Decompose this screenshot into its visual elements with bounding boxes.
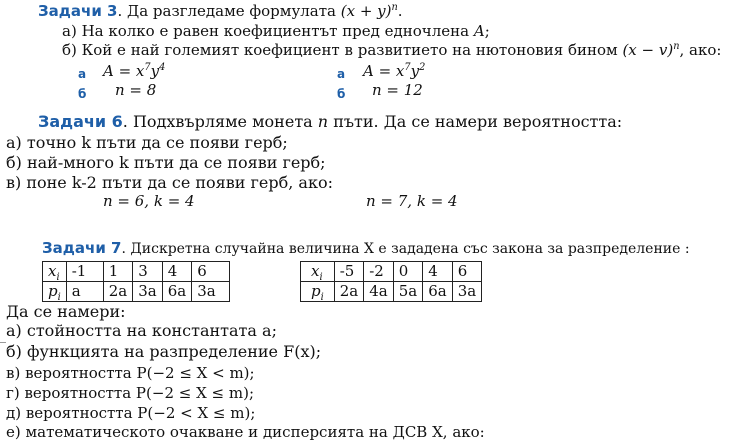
table-cell: -1: [66, 262, 103, 282]
table-header-x: $x_i$: [43, 262, 67, 282]
task7-item-d: г) вероятността P(−2 ≤ X ≤ m);: [6, 384, 255, 402]
task7-title: Задачи 7. Дискретна случайна величина X е зададена със закона за разпределение :: [42, 239, 690, 257]
task6-case-1: n = 6, k = 4: [103, 192, 195, 210]
task7-heading: Задачи 7: [42, 239, 122, 257]
table-cell: 6a: [423, 282, 453, 302]
table-cell: 6: [452, 262, 482, 282]
table-cell: 1: [103, 262, 133, 282]
task3-right-n: n = 12: [372, 81, 423, 99]
task7-item-c: в) вероятността P(−2 ≤ X < m);: [6, 364, 255, 382]
task3-right-monomial: $A = x^7y^2$: [363, 62, 426, 80]
task6-title: Задачи 6. Подхвърляме монета n пъти. Да се намери вероятността:: [38, 112, 623, 131]
task7-item-f: е) математическото очакване и дисперсията на ДСВ X, ако:: [6, 423, 485, 441]
table-row: [43, 282, 230, 302]
table-cell: 4: [162, 262, 192, 282]
table-header-p: $p_i$: [43, 282, 67, 302]
task3-question-b: б) Кой е най големият коефициент в развитието на нютоновия бином $(x - v)^n$, ако:: [62, 41, 722, 59]
table-cell: 3: [133, 262, 163, 282]
task3-right-label-a: а: [337, 67, 346, 81]
distribution-table-2: [300, 261, 482, 302]
task3-question-a: а) На колко е равен коефициентът пред едночлена A;: [62, 22, 490, 40]
table-row: [43, 262, 230, 282]
task6-question-a: а) точно k пъти да се появи герб;: [6, 133, 288, 152]
table-cell: 2a: [334, 282, 364, 302]
task7-item-a: а) стойността на константата a;: [6, 321, 277, 340]
task6-question-c: в) поне k-2 пъти да се появи герб, ако:: [6, 173, 333, 192]
table-row: [301, 262, 482, 282]
table-cell: 0: [393, 262, 423, 282]
table-cell: 4a: [364, 282, 394, 302]
task7-item-e: д) вероятността P(−2 < X ≤ m);: [6, 404, 256, 422]
task6-heading: Задачи 6: [38, 112, 123, 131]
task7-find: Да се намери:: [6, 302, 126, 321]
table-cell: 2a: [103, 282, 133, 302]
task3-right-label-b: б: [337, 87, 346, 101]
distribution-table-1: [42, 261, 230, 302]
task3-left-label-b: б: [78, 87, 87, 101]
task3-heading: Задачи 3: [38, 2, 118, 20]
table-cell: a: [66, 282, 103, 302]
task6-case-2: n = 7, k = 4: [366, 192, 458, 210]
margin-mark: [0, 342, 6, 343]
task3-left-n: n = 8: [115, 81, 157, 99]
task3-left-monomial: $A = x^7y^4$: [103, 62, 166, 80]
task7-item-b: б) функцията на разпределение F(x);: [6, 342, 322, 361]
table-header-p: $p_i$: [301, 282, 335, 302]
table-cell: 3a: [133, 282, 163, 302]
task6-question-b: б) най-много k пъти да се появи герб;: [6, 153, 326, 172]
table-cell: 5a: [393, 282, 423, 302]
table-cell: 6a: [162, 282, 192, 302]
table-header-x: $x_i$: [301, 262, 335, 282]
task3-left-label-a: а: [78, 67, 87, 81]
table-cell: 4: [423, 262, 453, 282]
table-cell: 3a: [452, 282, 482, 302]
task3-title: Задачи 3. Да разгледаме формулата $(x + y)^n$.: [38, 2, 403, 20]
table-cell: 3a: [192, 282, 230, 302]
table-cell: 6: [192, 262, 230, 282]
table-cell: -5: [334, 262, 364, 282]
table-row: [301, 282, 482, 302]
table-cell: -2: [364, 262, 394, 282]
